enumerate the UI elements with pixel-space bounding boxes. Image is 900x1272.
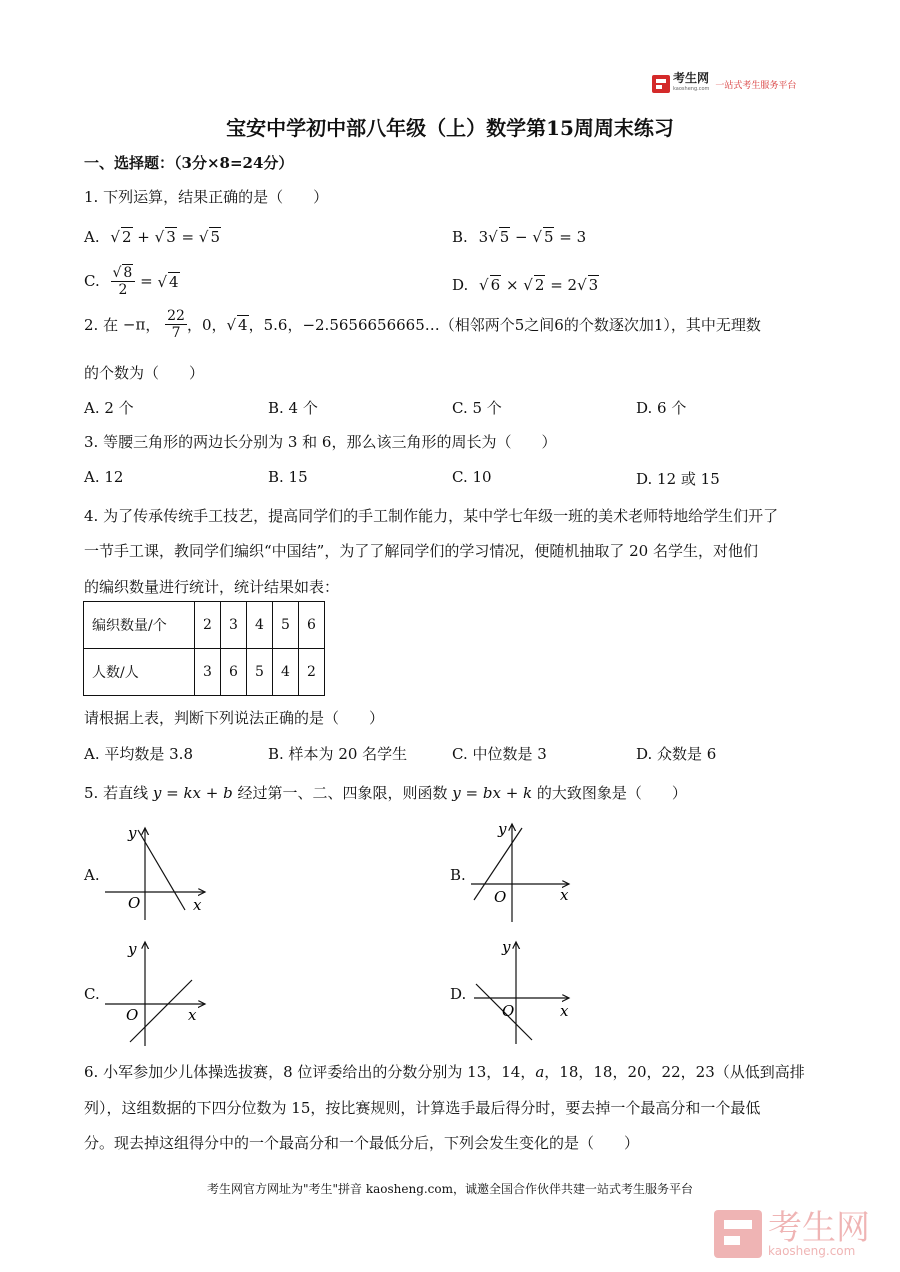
origin-label: O — [494, 888, 507, 906]
q4-line2: 一节手工课，教同学们编织“中国结”，为了了解同学们的学习情况，便随机抽取了 20 名学生，对他们 — [84, 542, 758, 560]
q5-stem: 5. 若直线 y = kx + b 经过第一、二、四象限，则函数 y = bx + k 的大致图象是（ ） — [84, 784, 687, 802]
q2-option-d: D. 6 个 — [636, 399, 687, 417]
q1-option-b: B. 3√ 5 − √ 5 = 3 — [452, 228, 587, 246]
q3-option-c: C. 10 — [452, 468, 492, 486]
q4-option-c: C. 中位数是 3 — [452, 745, 547, 763]
y-label: y — [502, 938, 511, 956]
q5-graph-c — [100, 936, 220, 1046]
table-cell: 4 — [273, 649, 299, 696]
brand-name: 考生网 — [673, 71, 710, 85]
q1-option-c: C. $\frac{√ 8}{2}$ = √ 4 — [84, 265, 179, 298]
graph-line — [130, 980, 192, 1042]
brand-logo — [652, 71, 797, 94]
table-cell: 3 — [195, 649, 221, 696]
q5-graph-d — [466, 936, 586, 1046]
q6-line3: 分。现去掉这组得分中的一个最高分和一个最低分后，下列会发生变化的是（ ） — [84, 1134, 640, 1152]
q3-option-a: A. 12 — [84, 468, 124, 486]
q1-stem: 1. 下列运算，结果正确的是（ ） — [84, 188, 329, 206]
q5-option-c-label: C. — [84, 985, 100, 1003]
table-row-head: 编织数量/个 — [84, 602, 195, 649]
q4-line3: 的编织数量进行统计，统计结果如表： — [84, 578, 340, 596]
table-row — [84, 602, 325, 649]
page-footer: 考生网官方网址为"考生"拼音 kaosheng.com，诚邀全国合作伙伴共建一站式考生服务平台 — [206, 1182, 694, 1196]
origin-label: O — [126, 1006, 139, 1024]
q4-stat-table — [83, 601, 325, 696]
q6-line1: 6. 小军参加少儿体操选拔赛，8 位评委给出的分数分别为 13，14，a，18，18，20，22，23（从低到高排 — [84, 1063, 805, 1081]
kaosheng-logo-icon — [652, 75, 670, 93]
y-label: y — [128, 824, 137, 842]
table-cell: 5 — [273, 602, 299, 649]
q5-option-a-label: A. — [84, 866, 100, 884]
q5-graph-a — [100, 820, 220, 920]
y-label: y — [498, 820, 507, 838]
q5-option-b-label: B. — [450, 866, 466, 884]
q4-line1: 4. 为了传承传统手工技艺，提高同学们的手工制作能力，某中学七年级一班的美术老师特地给学生们开了 — [84, 507, 779, 525]
q3-stem: 3. 等腰三角形的两边长分别为 3 和 6，那么该三角形的周长为（ ） — [84, 433, 557, 451]
q4-option-a: A. 平均数是 3.8 — [84, 745, 193, 763]
table-cell: 4 — [247, 602, 273, 649]
x-label: x — [193, 896, 202, 914]
origin-label: O — [502, 1002, 515, 1020]
table-cell: 2 — [195, 602, 221, 649]
q1-option-a: A. √ 2 + √ 3 = √ 5 — [84, 228, 220, 246]
brand-slogan: 一站式考生服务平台 — [715, 80, 797, 91]
table-cell: 6 — [221, 649, 247, 696]
q4-option-d: D. 众数是 6 — [636, 745, 717, 763]
q2-option-a: A. 2 个 — [84, 399, 134, 417]
section-heading: 一、选择题：（3分×8=24分） — [84, 154, 294, 172]
page-title: 宝安中学初中部八年级（上）数学第15周周末练习 — [226, 116, 674, 140]
q4-option-b: B. 样本为 20 名学生 — [268, 745, 408, 763]
q3-option-b: B. 15 — [268, 468, 308, 486]
table-row-head: 人数/人 — [84, 649, 195, 696]
q1-option-d: D. √ 6 × √ 2 = 2√ 3 — [452, 276, 599, 294]
table-cell: 2 — [299, 649, 325, 696]
watermark-domain: kaosheng.com — [768, 1244, 856, 1258]
table-row — [84, 649, 325, 696]
q2-stem-line2: 的个数为（ ） — [84, 364, 205, 382]
q5-option-d-label: D. — [450, 985, 467, 1003]
q5-graph-b — [466, 818, 586, 922]
origin-label: O — [128, 894, 141, 912]
q2-option-b: B. 4 个 — [268, 399, 318, 417]
x-label: x — [188, 1006, 197, 1024]
q3-option-d: D. 12 或 15 — [636, 470, 720, 488]
kaosheng-watermark-icon — [714, 1210, 762, 1258]
q2-stem: 2. 在 −π， $\frac{22}{7}$ ，0，√ 4，5.6，−2.5656656665…（相邻两个5之间6的个数逐次加1），其中无理数 — [84, 308, 761, 341]
table-cell: 3 — [221, 602, 247, 649]
y-label: y — [128, 940, 137, 958]
table-cell: 5 — [247, 649, 273, 696]
table-cell: 6 — [299, 602, 325, 649]
q2-option-c: C. 5 个 — [452, 399, 502, 417]
x-label: x — [560, 1002, 569, 1020]
q6-line2: 列），这组数据的下四分位数为 15，按比赛规则，计算选手最后得分时，要去掉一个最高分和一个最低 — [84, 1099, 761, 1117]
watermark-text: 考生网 — [768, 1208, 870, 1248]
watermark — [714, 1206, 894, 1262]
q4-after: 请根据上表，判断下列说法正确的是（ ） — [84, 709, 385, 727]
x-label: x — [560, 886, 569, 904]
brand-domain: kaosheng.com — [673, 86, 710, 92]
